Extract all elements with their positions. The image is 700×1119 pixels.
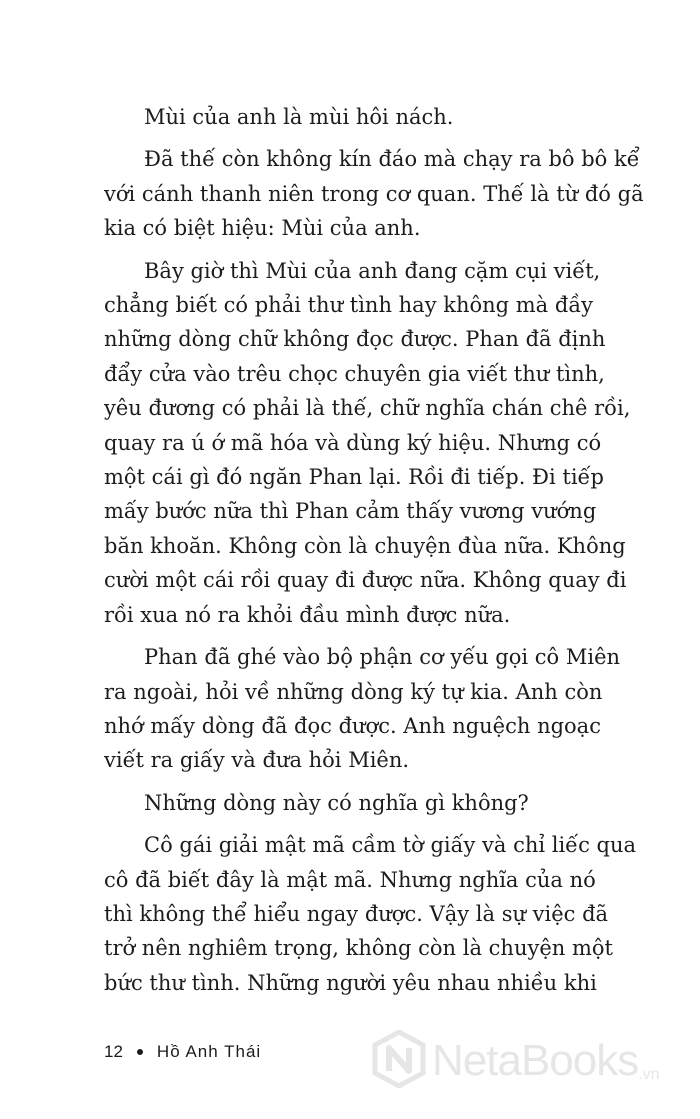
text-line: cô đã biết đây là mật mã. Nhưng nghĩa của nó [104,867,596,892]
text-line: viết ra giấy và đưa hỏi Miên. [104,748,410,773]
paragraph-1 [104,100,608,134]
text-line: yêu đương có phải là thế, chữ nghĩa chán chê rồi, [104,396,631,421]
text-line: Phan đã ghé vào bộ phận cơ yếu gọi cô Miên [144,645,621,670]
text-line: cười một cái rồi quay đi được nữa. Không quay đi [104,568,627,593]
paragraph-4 [104,640,621,778]
watermark-brand: NetaBooks [432,1036,639,1085]
text-line: với cánh thanh niên trong cơ quan. Thế là từ đó gã [104,181,644,206]
page-body [104,100,644,1008]
text-line: một cái gì đó ngăn Phan lại. Rồi đi tiếp. Đi tiếp [104,465,604,490]
page-number: 12 [104,1042,123,1061]
text-line: trở nên nghiêm trọng, không còn là chuyện một [104,936,613,961]
text-line: Mùi của anh là mùi hôi nách. [144,105,454,129]
text-line: Bây giờ thì Mùi của anh đang cặm cụi viết, [144,258,601,283]
text-line: băn khoăn. Không còn là chuyện đùa nữa. Không [104,533,626,558]
watermark [372,1030,660,1092]
paragraph-6 [104,828,637,1000]
text-line: những dòng chữ không đọc được. Phan đã định [104,327,606,352]
text-line: thì không thể hiểu ngay được. Vậy là sự việc đã [104,901,609,926]
text-line: kia có biệt hiệu: Mùi của anh. [104,216,421,241]
paragraph-2 [104,142,644,245]
text-line: ra ngoài, hỏi về những dòng ký tự kia. Anh còn [104,679,603,704]
text-line: Cô gái giải mật mã cầm tờ giấy và chỉ liếc qua [144,833,637,858]
text-line: rồi xua nó ra khỏi đầu mình được nữa. [104,602,511,627]
text-line: Đã thế còn không kín đáo mà chạy ra bô bô kể [144,147,640,172]
text-line: chẳng biết có phải thư tình hay không mà đầy [104,293,594,318]
text-line: bức thư tình. Những người yêu nhau nhiều khi [104,970,597,995]
text-line: Những dòng này có nghĩa gì không? [144,790,529,815]
bullet-separator-icon [137,1049,143,1055]
text-line: quay ra ú ớ mã hóa và dùng ký hiệu. Nhưng có [104,430,602,455]
text-line: nhớ mấy dòng đã đọc được. Anh nguệch ngoạc [104,713,601,738]
author-name: Hồ Anh Thái [156,1042,262,1061]
watermark-tld: .vn [638,1066,660,1083]
text-line: mấy bước nữa thì Phan cảm thấy vương vướng [104,499,597,524]
n-hexagon-logo-icon [372,1030,426,1092]
paragraph-5 [104,786,608,820]
text-line: đẩy cửa vào trêu chọc chuyên gia viết thư tình, [104,361,605,386]
paragraph-3 [104,254,631,632]
page-footer [104,1042,261,1062]
